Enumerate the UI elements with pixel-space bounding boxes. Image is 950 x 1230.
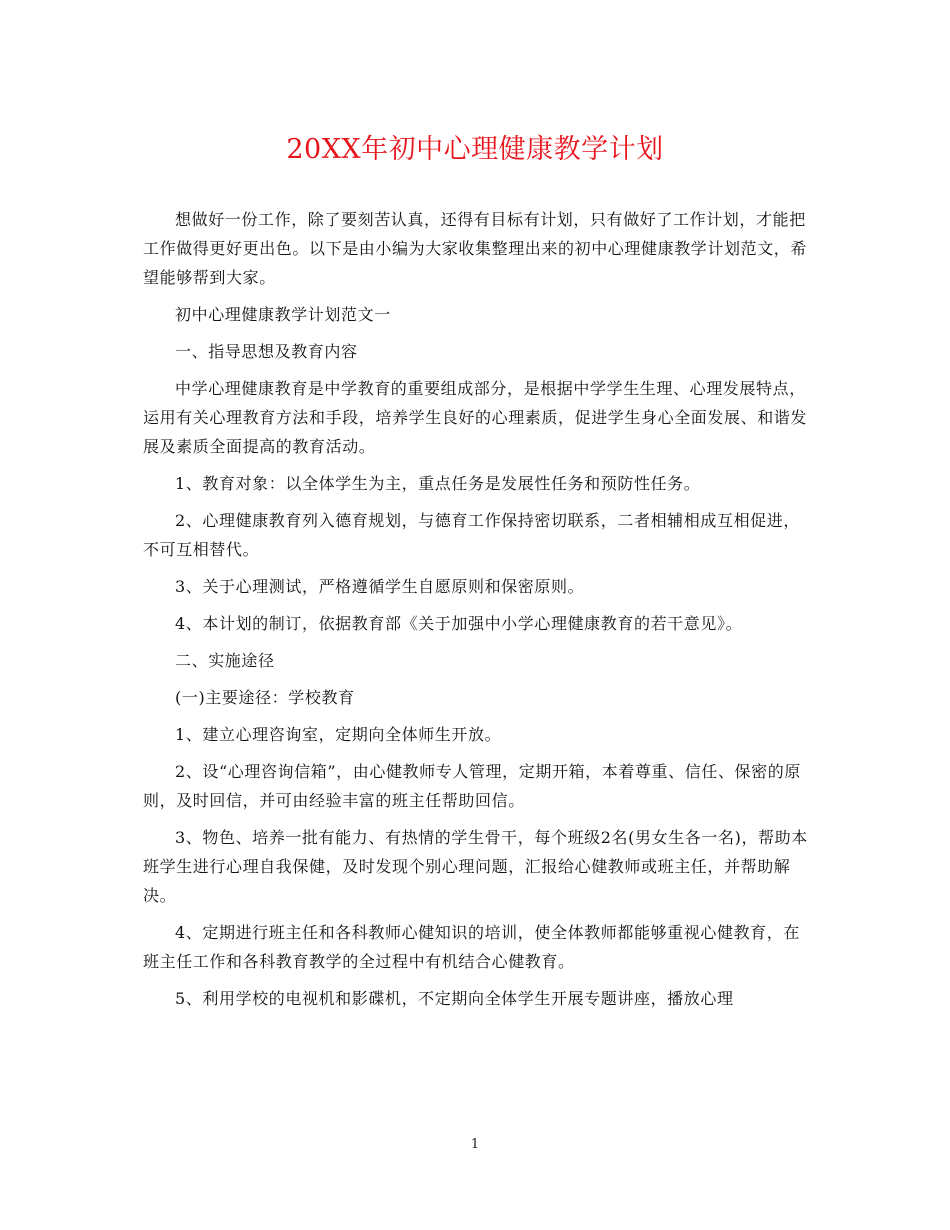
paragraph-item-3: 3、关于心理测试，严格遵循学生自愿原则和保密原则。 (175, 577, 585, 596)
document-title: 20XX年初中心理健康教学计划 (286, 134, 664, 165)
paragraph-implementation-4: 4、定期进行班主任和各科教师心健知识的培训，使全体教师都能够重视心健教育，在班主任工作和各科教育教学的全过程中有机结合心健教育。 (143, 923, 800, 971)
section-heading-implementation: 二、实施途径 (175, 651, 275, 670)
document-body (143, 205, 811, 1021)
page-number: 1 (470, 1137, 480, 1152)
section-heading-guiding-thought: 一、指导思想及教育内容 (175, 342, 358, 361)
paragraph-item-2: 2、心理健康教育列入德育规划，与德育工作保持密切联系，二者相辅相成互相促进，不可互相替代。 (143, 511, 800, 559)
paragraph-education-overview: 中学心理健康教育是中学教育的重要组成部分，是根据中学学生生理、心理发展特点，运用有关心理教育方法和手段，培养学生良好的心理素质，促进学生身心全面发展、和谐发展及素质全面提高的教育活动。 (143, 379, 808, 456)
paragraph-implementation-3: 3、物色、培养一批有能力、有热情的学生骨干，每个班级2名(男女生各一名)，帮助本班学生进行心理自我保健，及时发现个别心理问题，汇报给心健教师或班主任，并帮助解决。 (143, 828, 808, 905)
paragraph-implementation-5: 5、利用学校的电视机和影碟机，不定期向全体学生开展专题讲座，播放心理 (175, 989, 734, 1008)
subsection-heading-school-education: (一)主要途径：学校教育 (175, 688, 355, 707)
paragraph-implementation-1: 1、建立心理咨询室，定期向全体师生开放。 (175, 725, 502, 744)
paragraph-item-1: 1、教育对象：以全体学生为主，重点任务是发展性任务和预防性任务。 (175, 474, 701, 493)
paragraph-item-4: 4、本计划的制订，依据教育部《关于加强中小学心理健康教育的若干意见》。 (175, 614, 743, 633)
paragraph-implementation-2: 2、设“心理咨询信箱”，由心健教师专人管理，定期开箱，本着尊重、信任、保密的原则，及时回信，并可由经验丰富的班主任帮助回信。 (143, 762, 801, 810)
paragraph-intro: 想做好一份工作，除了要刻苦认真，还得有目标有计划，只有做好了工作计划，才能把工作做得更好更出色。以下是由小编为大家收集整理出来的初中心理健康教学计划范文，希望能够帮到大家。 (143, 210, 808, 287)
paragraph-sample-heading: 初中心理健康教学计划范文一 (175, 305, 391, 324)
